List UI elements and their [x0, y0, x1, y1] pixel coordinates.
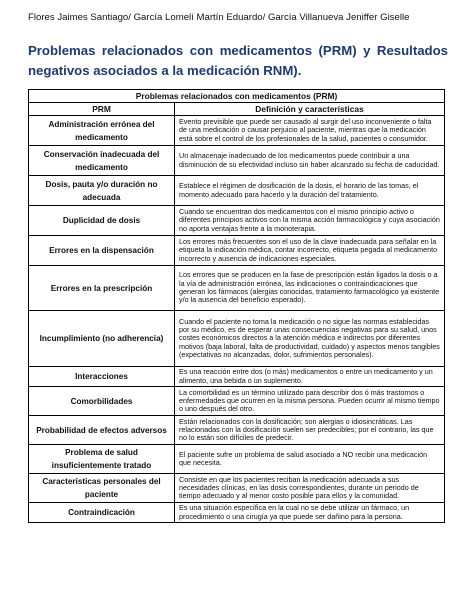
prm-name-cell: Errores en la prescripción — [29, 266, 175, 311]
title-line-1: Problemas relacionados con medicamentos (PRM) y Resultados — [28, 43, 448, 58]
table-caption: Problemas relacionados con medicamentos (PRM) — [29, 90, 445, 103]
table-row — [29, 503, 445, 523]
title-line-2: negativos asociados a la medicación RNM). — [28, 63, 302, 78]
prm-definition-cell: Los errores más frecuentes son el uso de la clave inadecuada para señalar en la etiqueta la indicación médica, contar incorrecto, etiqueta pegada al medicamento incorrecto y ausencia de indicaciones especiales. — [175, 236, 445, 266]
prm-name-cell: Conservación inadecuada del medicamento — [29, 146, 175, 176]
table-row — [29, 236, 445, 266]
prm-name-cell: Probabilidad de efectos adversos — [29, 416, 175, 445]
table-row — [29, 176, 445, 206]
table-row — [29, 116, 445, 146]
prm-definition-cell: Es una situación específica en la cual no se debe utilizar un fármaco, un procedimiento o una cirugía ya que puede ser dañino para la persona. — [175, 503, 445, 523]
table-row — [29, 206, 445, 236]
prm-name-cell: Administración errónea del medicamento — [29, 116, 175, 146]
prm-definition-cell: La comorbilidad es un término utilizado para describir dos ó más trastornos o enfermedades que ocurren en la misma persona. Pueden ocurrir al mismo tiempo o uno después del otro. — [175, 387, 445, 416]
table-row — [29, 387, 445, 416]
table-row — [29, 367, 445, 387]
prm-definition-cell: El paciente sufre un problema de salud asociado a NO recibir una medicación que necesita. — [175, 445, 445, 474]
prm-name-cell: Contraindicación — [29, 503, 175, 523]
prm-definition-cell: Establece el régimen de dosificación de la dosis, el horario de las tomas, el momento adecuado para hacerlo y la duración del tratamiento. — [175, 176, 445, 206]
prm-name-cell: Errores en la dispensación — [29, 236, 175, 266]
prm-definition-cell: Evento previsible que puede ser causado al surgir del uso inconveniente o falta de una medicación o causar perjuicio al paciente, mientras que la medicación está sobre el control de los profesionales de la salud, pacientes o consumidor. — [175, 116, 445, 146]
prm-name-cell: Duplicidad de dosis — [29, 206, 175, 236]
prm-definition-cell: Cuando el paciente no toma la medicación o no sigue las normas establecidas por su médico, es de esperar unas consecuencias negativas para su salud, unos costes económicos directos a la atención médica e indirectos por diferentes motivos (baja laboral, falta de productividad, cuidado) y aspectos menos tangibles (expectativas no alcanzadas, dolor, sufrimientos personales). — [175, 311, 445, 367]
prm-definition-cell: Es una reacción entre dos (o más) medicamentos o entre un medicamento y un alimento, una bebida o un suplemento. — [175, 367, 445, 387]
column-header-prm: PRM — [29, 103, 175, 116]
prm-definition-cell: Un almacenaje inadecuado de los medicamentos puede contribuir a una disminución de su efectividad incluso sin haber alcanzado su fecha de caducidad. — [175, 146, 445, 176]
prm-name-cell: Problema de salud insuficientemente tratado — [29, 445, 175, 474]
prm-definition-cell: Están relacionados con la dosificación; son alergias o idiosincráticas. Las relacionadas con la dosificación suelen ser predecibles; por el contrario, las que no lo están son difíciles de predecir. — [175, 416, 445, 445]
prm-definition-cell: Los errores que se producen en la fase de prescripción están ligados la dosis o a la vía de administración errónea, las indicaciones o contraindicaciones que generan los fármacos (alergias conocidas, tratamiento farmacológico ya existente y/o la ausencia del beneficio esperado). — [175, 266, 445, 311]
table-row — [29, 445, 445, 474]
prm-name-cell: Interacciones — [29, 367, 175, 387]
table-row — [29, 146, 445, 176]
document-title — [28, 41, 448, 81]
table-body — [29, 116, 445, 523]
prm-name-cell: Características personales del paciente — [29, 474, 175, 503]
table-row — [29, 416, 445, 445]
prm-name-cell: Incumplimiento (no adherencia) — [29, 311, 175, 367]
prm-definition-cell: Consiste en que los pacientes reciban la medicación adecuada a sus necesidades clínicas, en las dosis correspondientes, durante un periodo de tiempo adecuado y al menor costo posible para ellos y la comunidad. — [175, 474, 445, 503]
prm-name-cell: Dosis, pauta y/o duración no adecuada — [29, 176, 175, 206]
prm-table — [28, 89, 445, 523]
authors-line: Flores Jaimes Santiago/ García Lomelí Martín Eduardo/ García Villanueva Jeniffer Giselle — [28, 12, 410, 23]
table-row — [29, 311, 445, 367]
prm-definition-cell: Cuando se encuentran dos medicamentos con el mismo principio activo o diferentes principios activos con la misma acción farmacológica y cuya asociación no aporta ventajas frente a la monoterapia. — [175, 206, 445, 236]
table-row — [29, 266, 445, 311]
column-header-definition: Definición y características — [175, 103, 445, 116]
table-row — [29, 474, 445, 503]
prm-name-cell: Comorbilidades — [29, 387, 175, 416]
